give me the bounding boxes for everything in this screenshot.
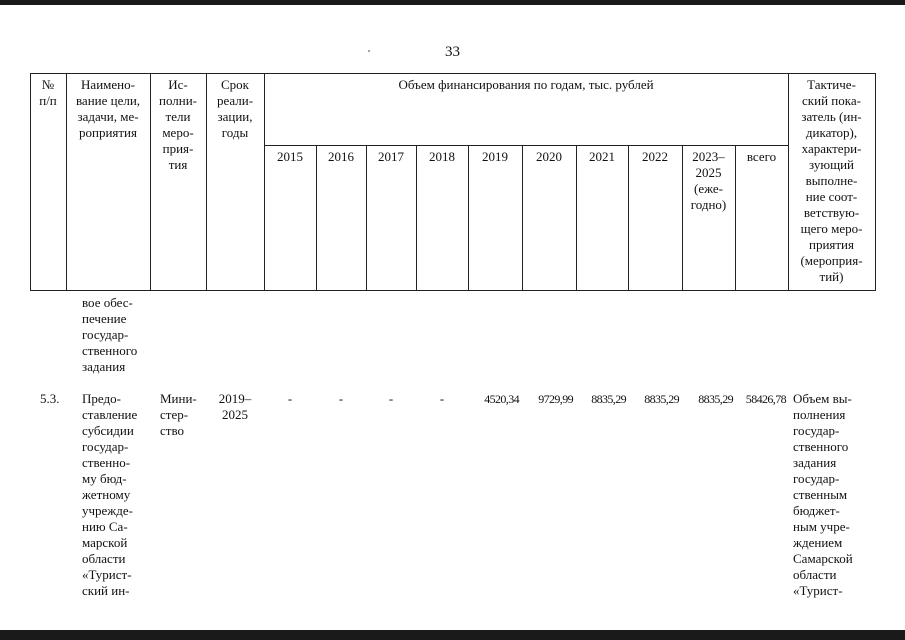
row-value: 8835,29 — [591, 392, 626, 406]
row-value: - — [287, 391, 293, 406]
row-name: Предо- ставление субсидии государ- ственно- му бюд- жетному учрежде- нию Са- марской области «Турист- ский ин- — [82, 391, 138, 598]
row-total: 58426,78 — [745, 392, 786, 406]
col-line — [468, 145, 469, 291]
header-year: 2019 — [482, 149, 508, 164]
header-year: 2018 — [429, 149, 455, 164]
header-indicator: Тактиче- ский пока- затель (ин- дикатор), характери- зующий выполне- ние соот- ветствую- щего меро- приятия (мероприя- тий) — [800, 77, 863, 284]
row-number: 5.3. — [40, 391, 60, 406]
row-value: 4520,34 — [484, 392, 519, 406]
col-line — [316, 145, 317, 291]
page-number: 33 — [445, 44, 460, 60]
col-line — [875, 73, 876, 291]
row-value: 8835,29 — [644, 392, 679, 406]
header-term: Срок реали- зации, годы — [216, 77, 254, 140]
header-year: 2017 — [378, 149, 404, 164]
col-line — [366, 145, 367, 291]
col-line — [522, 145, 523, 291]
header-year: 2022 — [642, 149, 668, 164]
header-executor: Ис- полни- тели меро- прия- тия — [158, 77, 198, 172]
col-line — [628, 145, 629, 291]
bottom-scan-border — [0, 630, 905, 640]
top-scan-border — [0, 0, 905, 5]
row-value: 9729,99 — [538, 392, 573, 406]
header-number: № п/п — [39, 77, 57, 108]
col-line — [576, 145, 577, 291]
header-total: всего — [746, 149, 777, 164]
header-year: 2015 — [277, 149, 303, 164]
row-value: - — [338, 391, 344, 406]
col-line — [264, 73, 265, 291]
header-year: 2021 — [589, 149, 615, 164]
header-name: Наимено- вание цели, задачи, ме- роприятия — [75, 77, 141, 140]
years-divider — [264, 145, 788, 146]
row-value: - — [439, 391, 445, 406]
header-year: 2016 — [328, 149, 354, 164]
header-funding-title: Объем финансирования по годам, тыс. рублей — [398, 77, 654, 92]
col-line — [735, 145, 736, 291]
header-bottom-border — [30, 290, 876, 291]
table-top-border — [30, 73, 876, 74]
row-executor: Мини- стер- ство — [160, 391, 197, 438]
header-year-range: 2023– 2025 (еже- годно) — [690, 149, 727, 212]
col-line — [416, 145, 417, 291]
scan-speck — [368, 50, 370, 52]
continuation-text: вое обес- печение государ- ственного задания — [82, 295, 138, 374]
row-value: 8835,29 — [698, 392, 733, 406]
row-value: - — [388, 391, 394, 406]
header-year: 2020 — [536, 149, 562, 164]
row-indicator: Объем вы- полнения государ- ственного задания государ- ственным бюджет- ным учре- ждением Самарской области «Турист- — [793, 391, 853, 598]
row-term: 2019– 2025 — [218, 391, 252, 422]
